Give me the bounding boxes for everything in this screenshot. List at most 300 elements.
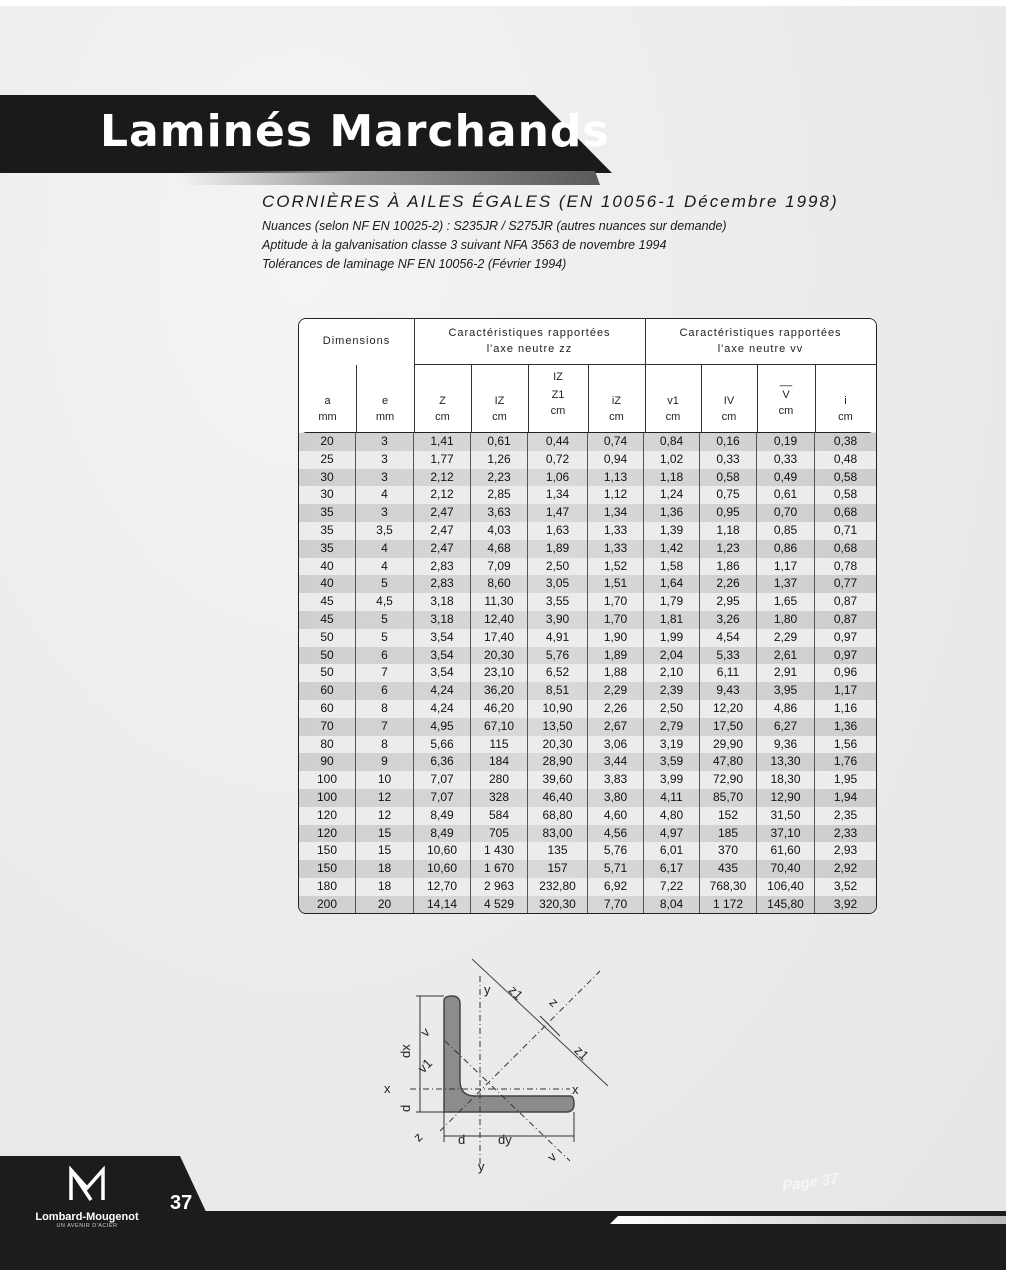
table-cell: 13,50	[528, 718, 588, 736]
table-cell: 7	[356, 718, 414, 736]
table-cell: 1,17	[833, 683, 858, 698]
table-cell: 1,89	[588, 647, 644, 665]
header-group-vv	[645, 319, 876, 365]
table-cell: 6,36	[414, 753, 471, 771]
col-header-iz2	[588, 365, 645, 432]
table-cell: 15	[356, 825, 414, 843]
col-e-symbol: e	[381, 395, 389, 407]
table-cell: 2,35	[833, 807, 858, 822]
table-cell: 0,94	[588, 451, 644, 469]
table-cell: 1,95	[833, 772, 858, 787]
table-cell: 60	[299, 682, 356, 700]
table-cell: 31,50	[757, 807, 815, 825]
table-cell: 4,03	[471, 522, 528, 540]
table-cell: 1,26	[471, 451, 528, 469]
table-cell: 2,91	[757, 664, 815, 682]
table-cell: 1,47	[528, 504, 588, 522]
col-header-iv	[701, 365, 757, 432]
table-cell: 17,50	[700, 718, 757, 736]
table-cell: 6	[356, 682, 414, 700]
table-cell: 6,92	[588, 878, 644, 896]
table-cell: 2,85	[471, 486, 528, 504]
angle-profile-shape	[444, 996, 574, 1112]
table-cell: 61,60	[757, 842, 815, 860]
table-cell: 157	[528, 860, 588, 878]
table-cell: 2,29	[757, 629, 815, 647]
table-cell: 0,19	[757, 433, 815, 451]
table-cell: 4,24	[414, 682, 471, 700]
col-iv-symbol: IV	[723, 395, 735, 407]
col-header-e	[356, 365, 414, 432]
table-cell: 0,95	[700, 504, 757, 522]
table-cell: 0,86	[757, 540, 815, 558]
page-watermark: Page 37	[781, 1170, 840, 1195]
table-cell: 1,65	[757, 593, 815, 611]
col-iz-unit: cm	[492, 411, 507, 423]
table-cell: 1,79	[644, 593, 700, 611]
table-cell: 50	[299, 647, 356, 665]
table-row	[299, 753, 876, 771]
table-cell: 9,36	[757, 736, 815, 754]
table-cell: 320,30	[528, 896, 588, 914]
table-cell: 1,34	[588, 504, 644, 522]
table-cell: 3,06	[588, 736, 644, 754]
table-row	[299, 789, 876, 807]
label-z-bottom: z	[410, 1129, 426, 1145]
table-cell: 13,30	[757, 753, 815, 771]
table-cell: 0,58	[700, 469, 757, 487]
subline-tolerances: Tolérances de laminage NF EN 10056-2 (Février 1994)	[262, 257, 567, 271]
table-cell: 4	[356, 558, 414, 576]
table-cell: 18	[356, 860, 414, 878]
table-cell: 1,70	[588, 611, 644, 629]
table-cell: 6,52	[528, 664, 588, 682]
table-cell: 1,94	[833, 789, 858, 804]
table-cell: 1,36	[833, 718, 858, 733]
table-cell: 1,90	[588, 629, 644, 647]
col-iz-z1-unit: cm	[550, 405, 566, 417]
table-cell: 705	[471, 825, 528, 843]
table-row	[299, 807, 876, 825]
table-cell: 1,64	[644, 575, 700, 593]
table-cell: 3	[356, 433, 414, 451]
table-cell: 23,10	[471, 664, 528, 682]
col-iz-z1-top: IZ	[553, 371, 563, 383]
table-cell: 1 430	[471, 842, 528, 860]
table-row	[299, 700, 876, 718]
table-cell: 1,86	[700, 558, 757, 576]
table-cell: 1,42	[644, 540, 700, 558]
dimension-v1-tick	[540, 1016, 560, 1036]
logo-name: Lombard-Mougenot	[35, 1211, 139, 1223]
header-vv-line1: Caractéristiques rapportées	[679, 327, 842, 339]
table-cell: 2,79	[644, 718, 700, 736]
table-cell: 2,47	[414, 504, 471, 522]
table-cell: 200	[299, 896, 356, 914]
table-cell: 3,90	[528, 611, 588, 629]
table-cell: 12,70	[414, 878, 471, 896]
table-cell: 135	[528, 842, 588, 860]
table-cell: 45	[299, 611, 356, 629]
table-cell: 0,48	[833, 451, 858, 466]
table-cell: 2,95	[700, 593, 757, 611]
table-cell: 7,09	[471, 558, 528, 576]
table-cell: 3,63	[471, 504, 528, 522]
table-cell: 100	[299, 771, 356, 789]
table-cell: 15	[356, 842, 414, 860]
table-cell: 60	[299, 700, 356, 718]
title-banner-stripe	[180, 171, 600, 185]
table-cell: 10,60	[414, 842, 471, 860]
table-cell: 9	[356, 753, 414, 771]
page-number: 37	[170, 1192, 193, 1214]
label-v-bottom: v	[544, 1149, 560, 1165]
table-cell: 0,33	[700, 451, 757, 469]
table-cell: 2,39	[644, 682, 700, 700]
lm-monogram-icon	[67, 1166, 107, 1202]
label-z1-top: z1	[505, 982, 527, 1003]
table-cell: 232,80	[528, 878, 588, 896]
table-cell: 0,70	[757, 504, 815, 522]
header-divider	[588, 365, 589, 432]
header-divider	[471, 365, 472, 432]
table-cell: 1,77	[414, 451, 471, 469]
table-cell: 0,97	[833, 629, 858, 644]
col-vbar-top: __	[779, 375, 793, 387]
table-cell: 46,40	[528, 789, 588, 807]
table-cell: 3,59	[644, 753, 700, 771]
label-v: v	[417, 1024, 433, 1040]
table-cell: 80	[299, 736, 356, 754]
header-divider	[815, 365, 816, 432]
table-cell: 0,16	[700, 433, 757, 451]
table-cell: 4,11	[644, 789, 700, 807]
table-cell: 40	[299, 575, 356, 593]
table-cell: 70	[299, 718, 356, 736]
table-row	[299, 771, 876, 789]
profile-table	[298, 318, 877, 914]
table-cell: 3	[356, 469, 414, 487]
table-cell: 2,83	[414, 558, 471, 576]
table-cell: 8,04	[644, 896, 700, 914]
table-cell: 100	[299, 789, 356, 807]
header-group-zz	[414, 319, 645, 365]
table-cell: 67,10	[471, 718, 528, 736]
table-row	[299, 540, 876, 558]
header-divider	[356, 365, 357, 432]
col-a-symbol: a	[324, 395, 331, 407]
table-cell: 2,29	[588, 682, 644, 700]
table-row	[299, 611, 876, 629]
table-cell: 6,01	[644, 842, 700, 860]
table-cell: 0,68	[833, 505, 858, 520]
table-cell: 280	[471, 771, 528, 789]
table-cell: 0,71	[833, 522, 858, 537]
table-cell: 10,60	[414, 860, 471, 878]
col-z-unit: cm	[435, 411, 450, 423]
table-cell: 4,91	[528, 629, 588, 647]
table-cell: 3,54	[414, 647, 471, 665]
table-cell: 2,50	[644, 700, 700, 718]
angle-section-diagram	[380, 956, 630, 1181]
table-row	[299, 878, 876, 896]
table-row	[299, 825, 876, 843]
table-cell: 6,27	[757, 718, 815, 736]
table-cell: 3,52	[833, 878, 858, 893]
table-cell: 3,26	[700, 611, 757, 629]
table-cell: 2,61	[757, 647, 815, 665]
table-cell: 4,60	[588, 807, 644, 825]
col-iz-z1-symbol: Z1	[551, 389, 565, 401]
table-cell: 2,26	[588, 700, 644, 718]
col-z-symbol: Z	[439, 395, 446, 407]
table-cell: 1,33	[588, 540, 644, 558]
table-cell: 1,06	[528, 469, 588, 487]
table-cell: 1,23	[700, 540, 757, 558]
table-cell: 45	[299, 593, 356, 611]
table-cell: 72,90	[700, 771, 757, 789]
table-cell: 3,18	[414, 593, 471, 611]
table-cell: 1,33	[588, 522, 644, 540]
table-cell: 0,58	[833, 487, 858, 502]
table-cell: 5,71	[588, 860, 644, 878]
table-cell: 2,93	[833, 843, 858, 858]
table-cell: 8	[356, 700, 414, 718]
table-cell: 106,40	[757, 878, 815, 896]
table-cell: 584	[471, 807, 528, 825]
table-cell: 50	[299, 664, 356, 682]
table-cell: 12,40	[471, 611, 528, 629]
table-cell: 7,22	[644, 878, 700, 896]
table-cell: 1,36	[644, 504, 700, 522]
table-cell: 20	[299, 433, 356, 451]
table-cell: 3,44	[588, 753, 644, 771]
table-cell: 4,68	[471, 540, 528, 558]
table-cell: 46,20	[471, 700, 528, 718]
table-cell: 8,51	[528, 682, 588, 700]
col-header-v1	[645, 365, 701, 432]
table-cell: 4,95	[414, 718, 471, 736]
table-cell: 83,00	[528, 825, 588, 843]
table-row	[299, 558, 876, 576]
table-row	[299, 575, 876, 593]
table-cell: 0,77	[833, 576, 858, 591]
table-cell: 1,52	[588, 558, 644, 576]
table-cell: 18	[356, 878, 414, 896]
table-cell: 1,41	[414, 433, 471, 451]
table-cell: 2,50	[528, 558, 588, 576]
col-a-unit: mm	[318, 411, 337, 423]
table-cell: 2,92	[833, 861, 858, 876]
table-cell: 2,83	[414, 575, 471, 593]
table-cell: 3,83	[588, 771, 644, 789]
table-cell: 3,19	[644, 736, 700, 754]
table-cell: 4,80	[644, 807, 700, 825]
table-cell: 2,23	[471, 469, 528, 487]
table-cell: 1,16	[833, 700, 858, 715]
col-iv-unit: cm	[721, 411, 737, 423]
table-cell: 3	[356, 451, 414, 469]
table-row	[299, 629, 876, 647]
table-cell: 2,67	[588, 718, 644, 736]
table-cell: 85,70	[700, 789, 757, 807]
table-cell: 90	[299, 753, 356, 771]
table-cell: 7,07	[414, 789, 471, 807]
label-x-right: x	[572, 1082, 579, 1097]
table-cell: 35	[299, 522, 356, 540]
table-cell: 1,24	[644, 486, 700, 504]
table-cell: 768,30	[700, 878, 757, 896]
table-cell: 150	[299, 860, 356, 878]
table-cell: 5	[356, 629, 414, 647]
table-cell: 4	[356, 486, 414, 504]
table-cell: 4,86	[757, 700, 815, 718]
table-cell: 11,30	[471, 593, 528, 611]
col-header-vbar	[757, 365, 815, 432]
table-cell: 2,10	[644, 664, 700, 682]
table-cell: 0,74	[588, 433, 644, 451]
table-cell: 1,17	[757, 558, 815, 576]
table-cell: 10	[356, 771, 414, 789]
table-cell: 6,11	[700, 664, 757, 682]
table-cell: 0,61	[471, 433, 528, 451]
table-cell: 12,90	[757, 789, 815, 807]
table-cell: 180	[299, 878, 356, 896]
table-cell: 3,80	[588, 789, 644, 807]
table-cell: 0,87	[833, 611, 858, 626]
table-cell: 1,39	[644, 522, 700, 540]
table-cell: 0,85	[757, 522, 815, 540]
table-cell: 12	[356, 807, 414, 825]
table-cell: 20	[356, 896, 414, 914]
table-cell: 4	[356, 540, 414, 558]
table-cell: 36,20	[471, 682, 528, 700]
table-cell: 435	[700, 860, 757, 878]
label-dx: dx	[398, 1044, 413, 1058]
table-cell: 1 670	[471, 860, 528, 878]
table-cell: 0,84	[644, 433, 700, 451]
col-header-a	[299, 365, 356, 432]
table-cell: 3,99	[644, 771, 700, 789]
table-cell: 39,60	[528, 771, 588, 789]
table-cell: 2,33	[833, 825, 858, 840]
col-vbar-unit: cm	[778, 405, 794, 417]
label-d-left: d	[398, 1104, 413, 1112]
table-cell: 4,24	[414, 700, 471, 718]
table-cell: 0,75	[700, 486, 757, 504]
table-cell: 1,56	[833, 736, 858, 751]
table-row	[299, 842, 876, 860]
col-header-iz-z1	[528, 365, 588, 432]
dimension-z1	[472, 959, 608, 1086]
table-cell: 6	[356, 647, 414, 665]
table-cell: 28,90	[528, 753, 588, 771]
table-row	[299, 647, 876, 665]
table-cell: 4,56	[588, 825, 644, 843]
col-v1-unit: cm	[665, 411, 681, 423]
table-cell: 6,17	[644, 860, 700, 878]
table-cell: 2,47	[414, 540, 471, 558]
table-cell: 68,80	[528, 807, 588, 825]
label-z1-right: z1	[571, 1042, 592, 1064]
col-iz2-unit: cm	[609, 411, 624, 423]
table-cell: 3,54	[414, 664, 471, 682]
table-cell: 0,87	[833, 594, 858, 609]
col-e-unit: mm	[375, 411, 395, 423]
section-heading: CORNIÈRES À AILES ÉGALES (EN 10056-1 Décembre 1998)	[262, 192, 839, 211]
table-cell: 3,54	[414, 629, 471, 647]
table-cell: 47,80	[700, 753, 757, 771]
col-i-symbol: i	[844, 395, 847, 407]
table-cell: 7,07	[414, 771, 471, 789]
header-dimensions-label: Dimensions	[322, 335, 391, 347]
company-logo	[22, 1166, 152, 1246]
table-cell: 30	[299, 469, 356, 487]
table-cell: 12,20	[700, 700, 757, 718]
table-cell: 4 529	[471, 896, 528, 914]
table-cell: 370	[700, 842, 757, 860]
table-cell: 37,10	[757, 825, 815, 843]
logo-tagline: UN AVENIR D'ACIER	[56, 1223, 118, 1229]
table-cell: 1,37	[757, 575, 815, 593]
table-cell: 17,40	[471, 629, 528, 647]
table-cell: 1,34	[528, 486, 588, 504]
table-cell: 1,80	[757, 611, 815, 629]
table-row	[299, 451, 876, 469]
table-cell: 1,18	[700, 522, 757, 540]
label-dy: dy	[498, 1132, 512, 1147]
table-cell: 2,12	[414, 469, 471, 487]
table-cell: 1 172	[700, 896, 757, 914]
table-cell: 4,54	[700, 629, 757, 647]
table-cell: 35	[299, 540, 356, 558]
table-cell: 1,13	[588, 469, 644, 487]
table-cell: 3,92	[833, 896, 858, 911]
table-row	[299, 736, 876, 754]
table-cell: 5,33	[700, 647, 757, 665]
page	[0, 6, 1006, 1270]
table-cell: 3,05	[528, 575, 588, 593]
table-cell: 14,14	[414, 896, 471, 914]
table-cell: 7,70	[588, 896, 644, 914]
col-i-unit: cm	[838, 411, 853, 423]
table-cell: 12	[356, 789, 414, 807]
table-cell: 184	[471, 753, 528, 771]
table-row	[299, 593, 876, 611]
label-v1: v1	[414, 1055, 436, 1076]
table-cell: 25	[299, 451, 356, 469]
table-cell: 120	[299, 825, 356, 843]
table-cell: 3,95	[757, 682, 815, 700]
table-cell: 5	[356, 575, 414, 593]
table-cell: 0,44	[528, 433, 588, 451]
table-body	[299, 432, 876, 914]
table-cell: 2,12	[414, 486, 471, 504]
subline-galvanisation: Aptitude à la galvanisation classe 3 suivant NFA 3563 de novembre 1994	[262, 238, 667, 252]
table-row	[299, 718, 876, 736]
table-cell: 1,89	[528, 540, 588, 558]
table-row	[299, 860, 876, 878]
col-iz-symbol: IZ	[494, 395, 505, 407]
table-cell: 120	[299, 807, 356, 825]
table-cell: 5,76	[588, 842, 644, 860]
table-cell: 4,5	[356, 593, 414, 611]
col-header-z	[414, 365, 471, 432]
table-cell: 7	[356, 664, 414, 682]
table-cell: 10,90	[528, 700, 588, 718]
subline-nuances: Nuances (selon NF EN 10025-2) : S235JR / S275JR (autres nuances sur demande)	[262, 219, 727, 233]
label-y-top: y	[484, 982, 491, 997]
